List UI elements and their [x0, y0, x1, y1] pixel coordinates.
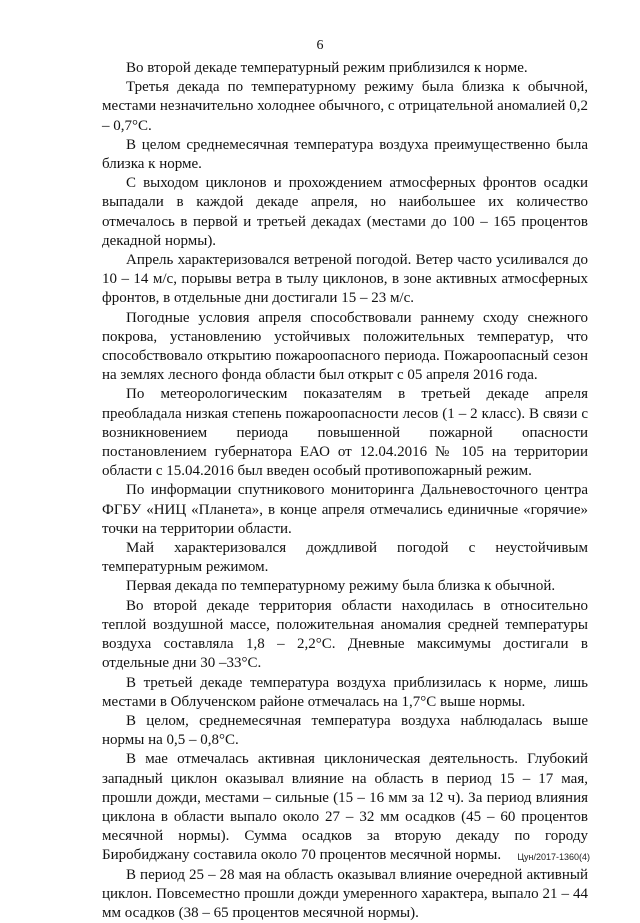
paragraph: В мае отмечалась активная циклоническая деятельность. Глубокий западный циклон оказывал влияние на область в период 15 – 17 мая, прошли дожди, местами – сильные (15 – 16 мм за 12 ч). За период влияния циклона в области выпало около 27 – 32 мм осадков (45 – 60 процентов месячной нормы). Сумма осадков за вторую декаду по городу Биробиджану составила около 70 процентов месячной нормы.: [102, 751, 588, 864]
paragraph: По информации спутникового мониторинга Дальневосточного центра ФГБУ «НИЦ «Планета», в конце апреля отмечались единичные «горячие» точки на территории области.: [102, 482, 588, 537]
paragraph: Май характеризовался дождливой погодой с неустойчивым температурным режимом.: [102, 540, 588, 576]
paragraph: С выходом циклонов и прохождением атмосферных фронтов осадки выпадали в каждой декаде апреля, но наибольшее их количество отмечалось в первой и третьей декадах (местами до 100 – 165 процентов декадной нормы).: [102, 175, 588, 249]
paragraph: По метеорологическим показателям в третьей декаде апреля преобладала низкая степень пожароопасности лесов (1 – 2 класс). В связи с возникновением периода повышенной пожарной опасности постановлением губернатора ЕАО от 12.04.2016 № 105 на территории области с 15.04.2016 был введен особый противопожарный режим.: [102, 386, 588, 480]
paragraph: Апрель характеризовался ветреной погодой. Ветер часто усиливался до 10 – 14 м/с, порывы ветра в тылу циклонов, в зоне активных атмосферных фронтов, в отдельные дни достигали 15 – 23 м/с.: [102, 252, 588, 307]
paragraph: В целом, среднемесячная температура воздуха наблюдалась выше нормы на 0,5 – 0,8°С.: [102, 712, 588, 749]
paragraph: В период 25 – 28 мая на область оказывал влияние очередной активный циклон. Повсеместно прошли дожди умеренного характера, выпало 21 – 44 мм осадков (38 – 65 процентов месячной нормы).: [102, 866, 588, 921]
paragraph: Во второй декаде температурный режим приблизился к норме.: [126, 60, 528, 76]
paragraph: Первая декада по температурному режиму была близка к обычной.: [126, 578, 556, 595]
document-body: [102, 59, 588, 923]
paragraph: В третьей декаде температура воздуха приблизилась к норме, лишь местами в Облученском районе отмечалась на 1,7°С выше нормы.: [102, 674, 588, 710]
page-number: 6: [316, 38, 324, 53]
paragraph: Во второй декаде территория области находилась в относительно теплой воздушной массе, положительная аномалия средней температуры воздуха составляла 1,8 – 2,2°С. Дневные максимумы достигали в отдельные дни 30 –33°С.: [102, 597, 588, 672]
document-code: Цун/2017-1360(4): [517, 852, 590, 862]
paragraph: Третья декада по температурному режиму была близка к обычной, местами незначительно холоднее обычного, с отрицательной аномалией 0,2 – 0,7°С.: [102, 79, 588, 134]
paragraph: В целом среднемесячная температура воздуха преимущественно была близка к норме.: [102, 136, 588, 173]
paragraph: Погодные условия апреля способствовали раннему сходу снежного покрова, установлению устойчивых положительных температур, что способствовало открытию пожароопасного периода. Пожароопасный сезон на землях лесного фонда области был открыт с 05 апреля 2016 года.: [102, 309, 588, 384]
